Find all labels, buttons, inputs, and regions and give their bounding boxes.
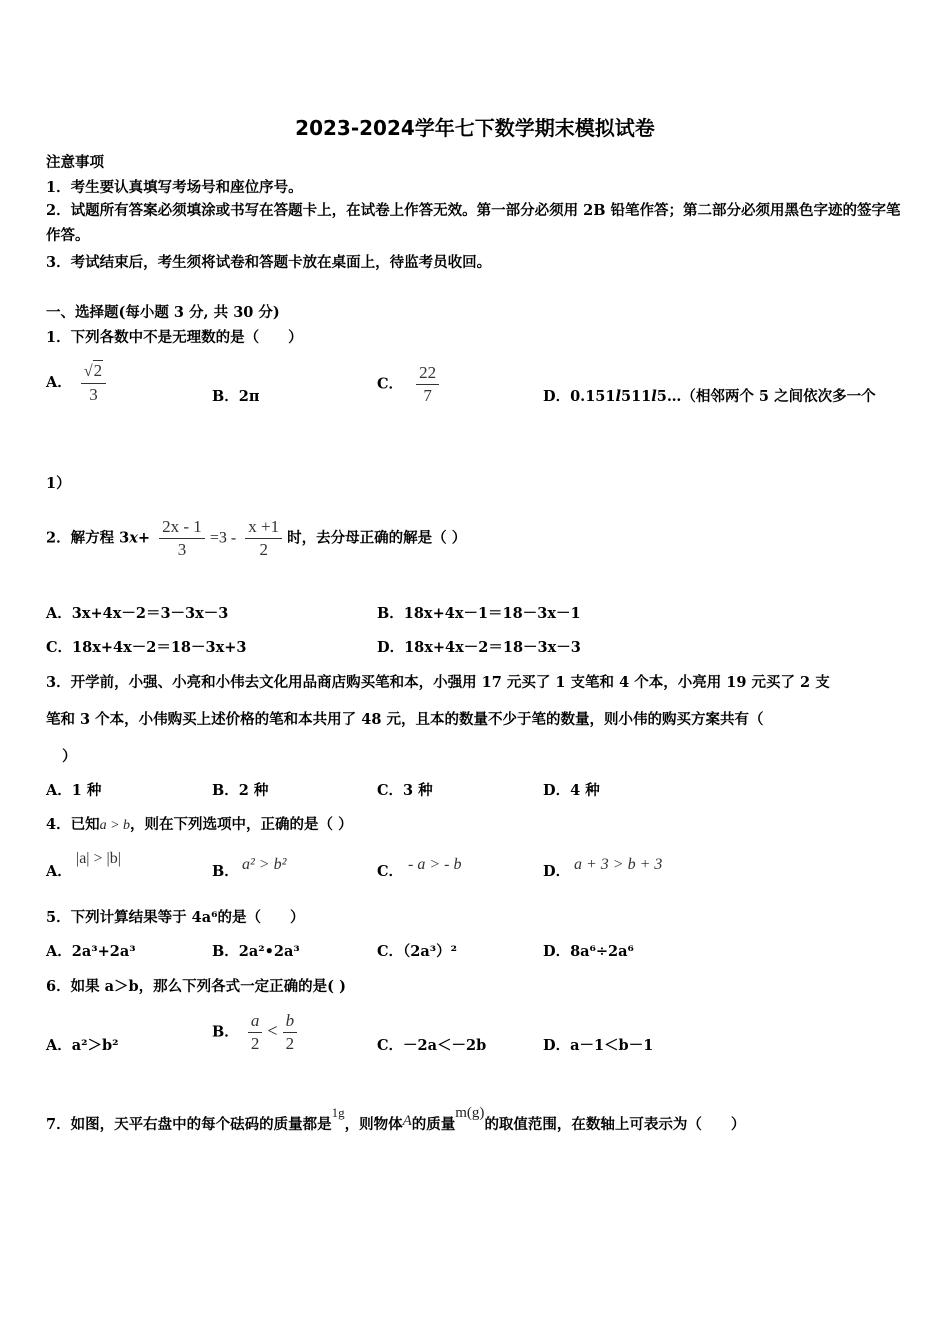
q1-option-b-label: B． [212,388,239,405]
q5-option-c: C．（2a³）² [377,943,457,960]
q5-option-d: D．8a⁶÷2a⁶ [543,943,634,960]
q6-option-a: A．a²＞b² [46,1037,119,1054]
q2-option-c: C．18x+4x－2＝18－3x+3 [46,639,247,656]
q5-option-b: B．2a²•2a³ [212,943,300,960]
q1-option-d: D．0.151l511l5…（相邻两个 5 之间依次多一个 [543,388,876,405]
q1-option-a-fraction [81,360,106,406]
q2-fraction-1: $\frac{2x - 1}{3}$ [159,516,205,561]
q6-option-d: D．a－1＜b－1 [543,1037,654,1054]
q6-b-less-than: < [267,1020,278,1041]
question-5-stem: 5．下列计算结果等于 4a⁶的是（ ） [46,909,305,926]
question-7-stem: 7．如图，天平右盘中的每个砝码的质量都是1g，则物体A的质量m(g)的取值范围，在数轴上可表示为（ ） [46,1105,746,1133]
q1-option-a [46,360,106,406]
q1-option-d-continued: 1） [46,475,71,492]
q1-a-denominator: 3 [89,385,98,404]
q4-condition: a > b [99,818,131,833]
question-4-stem: 4．已知a > b，则在下列选项中，正确的是（ ） [46,816,353,833]
question-1-stem: 1．下列各数中不是无理数的是（ ） [46,329,303,346]
q1-c-numerator: 22 [416,362,439,385]
q4-option-b-expr: a² > b² [242,856,287,873]
q1-option-c-fraction [416,362,439,407]
q1-option-c-label: C． [377,375,404,393]
q4-option-b-label: B． [212,863,239,880]
question-3-line-3: ） [62,748,77,765]
q1-option-b-value: 2π [238,388,260,405]
section-heading: 一、选择题(每小题 3 分, 共 30 分) [46,304,280,321]
q2-option-a: A．3x+4x－2＝3－3x－3 [46,605,229,622]
q2-option-b: B．18x+4x－1＝18－3x－1 [377,605,581,622]
question-3-line-2: 笔和 3 个本，小伟购买上述价格的笔和本共用了 48 元，且本的数量不少于笔的数量，则小伟的购买方案共有（ [46,711,764,728]
q4-option-a-expr: |a| > |b| [76,850,121,867]
q1-c-denominator: 7 [423,386,432,405]
q3-option-c: C．3 种 [377,782,433,799]
q2-equals: =3 - [209,529,237,547]
question-3-line-1: 3．开学前，小强、小亮和小伟去文化用品商店购买笔和本，小强用 17 元买了 1 支笔和 4 个本，小亮用 19 元买了 2 支 [46,674,830,691]
q4-option-c-label: C． [377,863,404,880]
sqrt-sign-icon: √ [83,363,93,380]
notice-item-2: 2．试题所有答案必须填涂或书写在答题卡上，在试卷上作答无效。第一部分必须用 2B 铅笔作答；第二部分必须用黑色字迹的签字笔作答。 [46,202,901,244]
q6-b-fraction-b: $\frac{b}{2}$ [283,1010,298,1055]
q6-option-b: B． $\frac{a}{2}$ < $\frac{b}{2}$ [212,1010,297,1055]
q3-option-d: D．4 种 [543,782,600,799]
q4-option-d-label: D． [543,863,571,880]
q1-option-a-label: A． [46,374,72,391]
q2-fraction-2: $\frac{x +1}{2}$ [245,516,282,561]
q4-option-d-expr: a + 3 > b + 3 [574,856,663,873]
q1-option-c [377,362,439,407]
q4-option-c-expr: - a > - b [408,856,462,873]
question-6-stem: 6．如果 a＞b，那么下列各式一定正确的是( ) [46,978,346,995]
q1-a-radicand: 2 [93,361,103,380]
q5-option-a: A．2a³+2a³ [46,943,136,960]
q2-option-d: D．18x+4x－2＝18－3x－3 [377,639,581,656]
q6-option-c: C．－2a＜－2b [377,1037,487,1054]
question-2-stem: 2．解方程 3x+ $\frac{2x - 1}{3}$ =3 - $\frac{x +1}{2}$ 时，去分母正确的解是（ ） [46,517,467,559]
q7-object: A [402,1113,412,1129]
notice-item-1: 1．考生要认真填写考场号和座位序号。 [46,179,303,196]
q7-unit: 1g [331,1105,345,1120]
q4-option-a-label: A． [46,863,72,880]
q3-option-a: A．1 种 [46,782,102,799]
notice-item-3: 3．考试结束后，考生须将试卷和答题卡放在桌面上，待监考员收回。 [46,254,492,271]
q1-option-b [212,385,259,406]
notice-heading: 注意事项 [46,154,104,171]
q7-mass: m(g) [455,1105,485,1121]
q3-option-b: B．2 种 [212,782,269,799]
q6-b-fraction-a: $\frac{a}{2}$ [248,1010,263,1055]
exam-title: 2023-2024学年七下数学期末模拟试卷 [295,116,655,140]
